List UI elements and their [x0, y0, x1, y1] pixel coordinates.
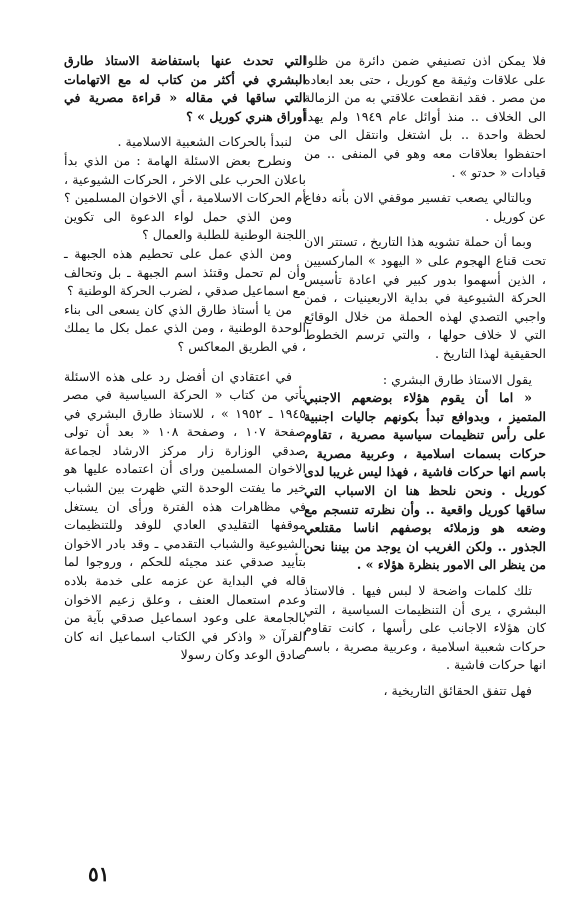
paragraph: فهل تتفق الحقائق التاريخية ، [383, 683, 532, 698]
paragraph: وبالتالي يصعب تفسير موقفي الان بأنه دفاع عن كوريل . [304, 190, 546, 224]
left-text-column [64, 52, 306, 665]
paragraph: وبما أن حملة تشويه هذا التاريخ ، تستتر الان تحت قناع الهجوم على « اليهود » المارکسيين ، الذين أسهموا بدور كبير في اعادة تأسيس الحركة الشيوعية في بداية الاربعينيات ، فمن واجبي التصدي لهذه الحملة من خلال الوقائع التي لا خلاف حولها ، والتي ترسم الخطوط الحقيقية لهذا التاريخ . [304, 234, 546, 361]
paragraph: التي تحدث عنها باستفاضة الاستاذ طارق البشري في أكثر من كتاب له مع الاتهامات التي ساقها في مقاله « قراءة مصرية في أوراق هنري كوريل » ؟ [64, 53, 306, 124]
quoted-paragraph: « اما أن يقوم هؤلاء بوضعهم الاجنبي المتميز ، وبدوافع تبدأ بكونهم جاليات اجنبية على رأس تنظيمات سياسية مصرية ، تقاوم حركات بسمات اسلامية ، وعربية مصرية ، باسم انها حركات فاشية ، فهذا ليس غريبا لدى كوريل . ونحن نلحظ هنا ان الاسباب التي ساقها كوريل واقعية .. وأن نظرته تنسجم مع وضعه هو وزملائه بوصفهم اناسا مقتلعي الجذور .. ولكن الغريب ان يوجد من بيننا نحن من ينظر الى الامور بنظرة هؤلاء » . [304, 390, 546, 573]
paragraph: لنبدأ بالحركات الشعبية الاسلامية . [117, 134, 292, 150]
page-number: ٥١ [88, 862, 110, 886]
paragraph: يقول الاستاذ طارق البشري : [382, 371, 532, 387]
paragraph: من يا أستاذ طارق الذي كان يسعى الى بناء الوحدة الوطنية ، ومن الذي عمل بكل ما يملك ، في الطريق المعاكس ؟ [64, 301, 306, 354]
right-text-column [304, 52, 546, 701]
paragraph: فلا يمكن اذن تصنيفي ضمن دائرة من ظلوا على علاقات وثيقة مع كوريل ، حتى بعد ابعاده من مصر . فقد انقطعت علاقتي به من الزمالة الى الخلاف .. منذ أوائل عام ١٩٤٩ ولم يهدأ لحظة واحدة .. بل اشتغل وانتقل الى من احتفظوا بعلاقات معه وهو في المنفى .. من قيادات « حدتو » . [304, 53, 546, 180]
paragraph: في اعتقادي ان أفضل رد على هذه الاسئلة يأتي من كتاب « الحركة السياسية في مصر ١٩٤٥ ـ ١٩٥٢ » ، للاستاذ طارق البشري في صفحة ١٠٧ ، وصفحة ١٠٨ « بعد أن تولى صدقي الوزارة زار مركز الارشاد لجماعة الاخوان المسلمين وراى أن اعتماده عليها هو خير ما يفتت الوحدة التي ظهرت بين الشباب في مظاهرات هذه الفترة ورأى ان يستغل موقفها التقليدي العادي للوفد وللتنظيمات الشيوعية والشباب التقدمي ـ وقد بادر الاخوان بتأييد صدقي عند مجيئه للحكم ، وروجوا لما قاله في البداية عن عزمه على خدمة بلاده وعدم استعمال العنف ، وعلق زعيم الاخوان بالجامعة على وعود اسماعيل صدقي بآية من القرآن « واذكر في الكتاب اسماعيل انه كان صادق الوعد وكان رسولا [64, 368, 306, 663]
paragraph: ونطرح بعض الاسئلة الهامة : من الذي بدأ باعلان الحرب على الاخر ، الحركات الشيوعية ، أم الحركات الاسلامية ، أي الاخوان المسلمين ؟ [64, 152, 306, 206]
paragraph: ومن الذي عمل على تحطيم هذه الجبهة ـ وأن لم تحمل وقتئذ اسم الجبهة ـ بل وتحالف مع اسماعيل صدقي ، لضرب الحركة الوطنية ؟ [64, 245, 306, 299]
paragraph: ومن الذي حمل لواء الدعوة الى تكوين اللجنة الوطنية للطلبة والعمال ؟ [64, 208, 306, 243]
paragraph: تلك كلمات واضحة لا لبس فيها . فالاستاذ البشري ، يرى أن التنظيمات السياسية ، التي كان هؤلاء الاجانب على رأسها ، كانت تقاوم حركات شعبية اسلامية ، وعربية مصرية ، باسم انها حركات فاشية . [304, 583, 546, 673]
